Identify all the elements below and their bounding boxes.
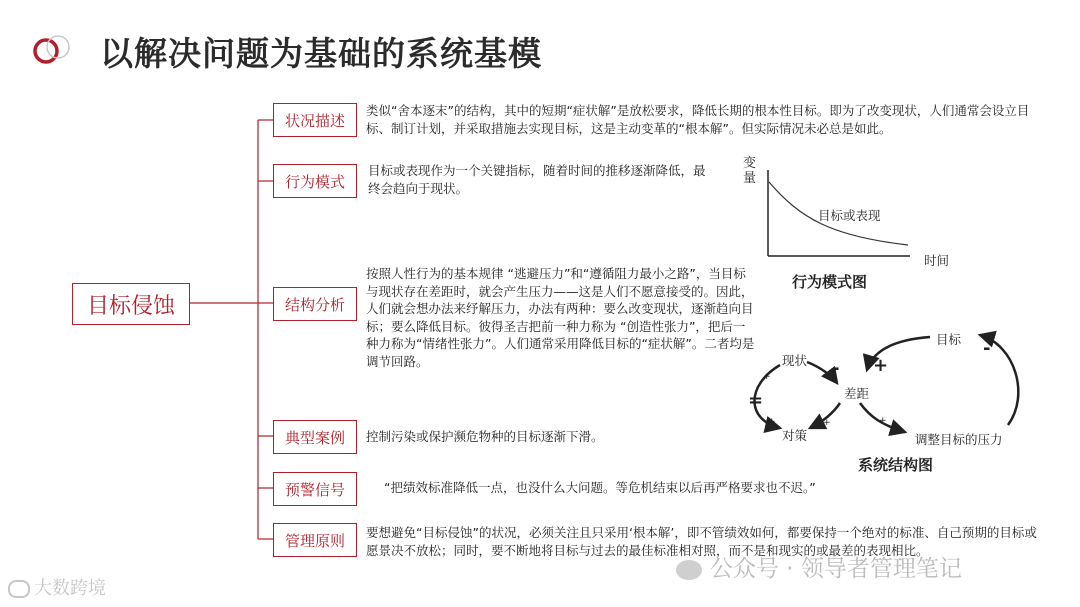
main-node-goal-erosion: 目标侵蚀 <box>72 283 190 325</box>
sign-small-3: + <box>823 418 831 428</box>
section-text-behavior: 目标或表现作为一个关键指标，随着时间的推移逐渐降低，最终会趋向于现状。 <box>368 163 706 196</box>
section-text-warning: “把绩效标准降低一点，也没什么大问题。等危机结束以后再严格要求也不迟。” <box>384 480 816 495</box>
section-text-principle: 要想避免“目标侵蚀”的状况，必须关注且只采用‘根本解’，即不管绩效如何，都要保持一个绝对的标准、自己预期的目标或愿景决不放松；同时，要不断地将目标与过去的最佳标准相对照，而不是和现实的或最差的表现相比。 <box>366 525 1037 558</box>
node-status: 现状 <box>782 353 808 368</box>
sign-small-2: + <box>768 417 776 427</box>
sign-small-1: + <box>763 372 771 382</box>
watermark-left-icon <box>8 580 30 598</box>
node-gap: 差距 <box>844 386 870 401</box>
section-text-situation: 类似“舍本逐末”的结构，其中的短期“症状解”是放松要求，降低长期的根本性目标。即为了改变现状，人们通常会设立目标、制订计划，并采取措施去实现目标，这是主动变革的“根本解”。但实际情况未必总是如此。 <box>366 103 1030 136</box>
section-text-structure: 按照人性行为的基本规律 “逃避压力”和“遵循阻力最小之路”，当目标与现状存在差距时，就会产生压力——这是人们不愿意接受的。因此，人们就会想办法来纾解压力，办法有两种：要么改变现状，逐渐趋向目标；要么降低目标。彼得圣吉把前一种力称为 “创造性张力”，把后一种力称为“情绪性张力”。人们通常采用降低目标的“症状解”。二者均是调节回路。 <box>366 266 755 369</box>
wechat-icon <box>676 560 702 580</box>
node-goal: 目标 <box>936 332 962 347</box>
chart-curve-label: 目标或表现 <box>818 208 881 223</box>
node-pressure: 调整目标的压力 <box>915 432 1003 447</box>
watermark-left: 大数跨境 <box>8 574 106 600</box>
page-title: 以解决问题为基础的系统基模 <box>100 34 542 73</box>
logo-rings-icon <box>32 34 76 68</box>
section-label-warning: 预警信号 <box>273 472 357 506</box>
sign-goal-loop: - <box>983 338 991 359</box>
section-label-situation: 状况描述 <box>273 103 357 137</box>
behavior-chart-caption: 行为模式图 <box>792 273 868 291</box>
section-label-behavior: 行为模式 <box>273 164 357 198</box>
chart-x-label: 时间 <box>924 253 950 268</box>
watermark-right: 公众号 · 领导者管理笔记 <box>676 550 962 583</box>
node-action: 对策 <box>782 428 808 443</box>
sign-status-to-gap: - <box>832 358 840 379</box>
section-text-case: 控制污染或保护濒危物种的目标逐渐下滑。 <box>366 429 604 444</box>
structure-diagram-caption: 系统结构图 <box>858 456 934 474</box>
section-label-case: 典型案例 <box>273 420 357 454</box>
sign-goal-to-gap: + <box>873 355 889 376</box>
sign-small-4: + <box>879 416 887 426</box>
section-label-principle: 管理原则 <box>273 523 357 557</box>
section-label-structure: 结构分析 <box>273 287 357 321</box>
chart-y-label: 变量 <box>743 156 757 186</box>
sign-left-loop: = <box>748 390 764 411</box>
